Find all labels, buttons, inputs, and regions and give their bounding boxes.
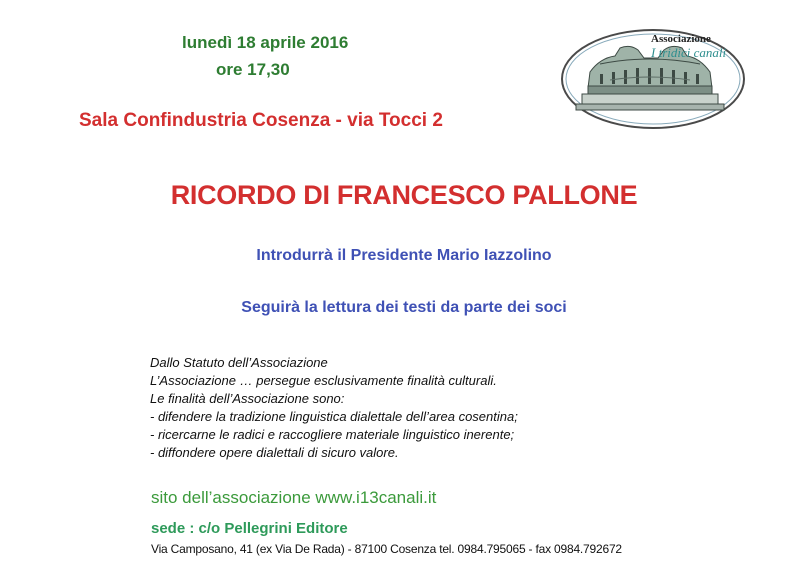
sede-line: sede : c/o Pellegrini Editore <box>151 520 348 537</box>
logo-association-label: Associazione <box>651 33 711 45</box>
statute-line: L’Associazione … persegue esclusivamente finalità culturali. <box>150 373 497 388</box>
address-line: Via Camposano, 41 (ex Via De Rada) - 87100 Cosenza tel. 0984.795065 - fax 0984.792672 <box>151 542 622 556</box>
statute-line: Dallo Statuto dell’Associazione <box>150 355 328 370</box>
event-follow: Seguirà la lettura dei testi da parte dei soci <box>241 299 567 316</box>
statute-line: Le finalità dell’Associazione sono: <box>150 391 345 406</box>
statute-line: - difendere la tradizione linguistica dialettale dell’area cosentina; <box>150 409 518 424</box>
statute-block <box>150 354 518 462</box>
event-intro: Introdurrà il Presidente Mario Iazzolino <box>256 247 552 264</box>
event-venue: Sala Confindustria Cosenza - via Tocci 2 <box>79 110 443 131</box>
website-line: sito dell’associazione www.i13canali.it <box>151 488 437 507</box>
logo-association-name: I tridici canali <box>651 45 727 60</box>
statute-line: - diffondere opere dialettali di sicuro valore. <box>150 445 399 460</box>
event-time: ore 17,30 <box>216 60 290 79</box>
statute-line: - ricercarne le radici e raccogliere materiale linguistico inerente; <box>150 427 515 442</box>
event-title: RICORDO DI FRANCESCO PALLONE <box>170 180 638 210</box>
event-date: lunedì 18 aprile 2016 <box>182 33 349 52</box>
